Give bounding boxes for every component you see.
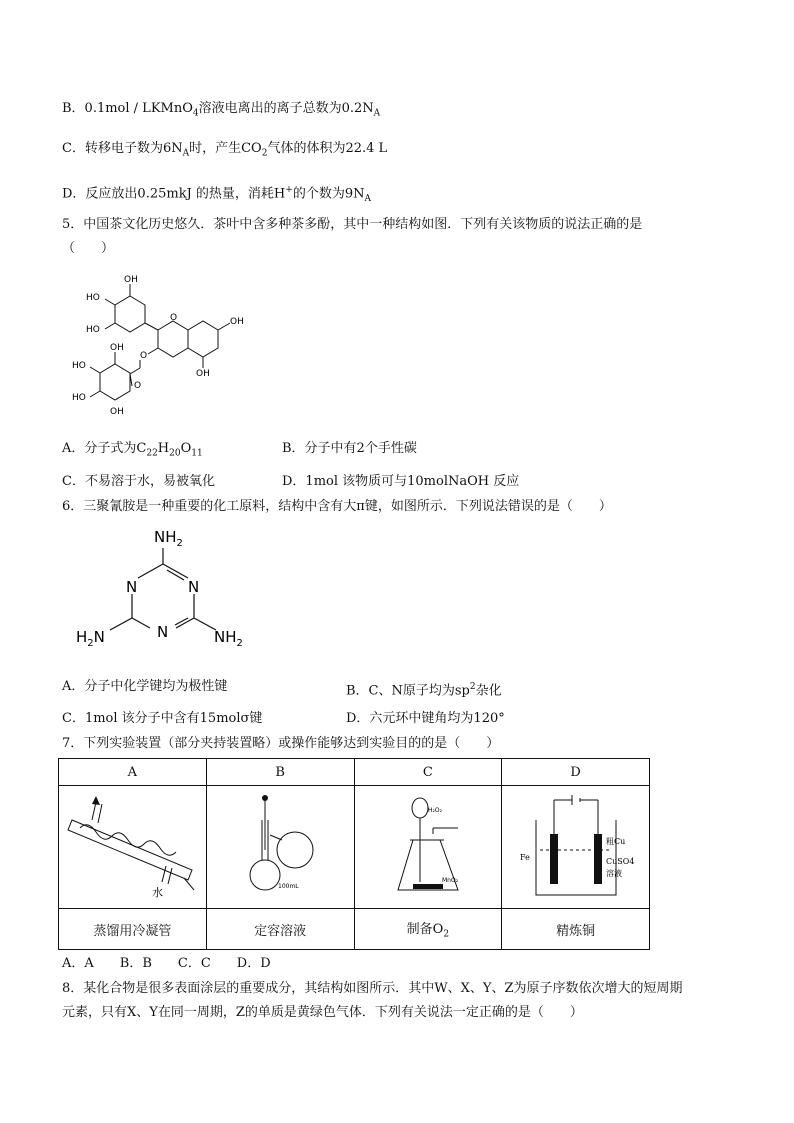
solution-label: 溶液 — [605, 869, 622, 878]
experiment-table — [58, 758, 650, 950]
oh-label: OH — [124, 275, 138, 285]
apparatus-a — [59, 786, 207, 909]
n-label: N — [188, 578, 200, 596]
h2n-label: $H_2N$ — [76, 628, 105, 649]
apparatus-b — [206, 786, 354, 909]
condenser-drawing — [62, 790, 202, 900]
caption-a: 蒸馏用冷凝管 — [59, 909, 207, 950]
h2o2-label: H₂O₂ — [427, 807, 442, 814]
header-a: A — [59, 759, 207, 786]
caption-b: 定容溶液 — [206, 909, 354, 950]
apparatus-c — [354, 786, 502, 909]
q6-option-b: B．C、N原子均为$sp^2$杂化 — [346, 682, 502, 699]
ho-label: HO — [72, 393, 86, 403]
melamine-structure — [70, 520, 250, 660]
q5-option-a: A．分子式为$C_{22}H_{20}O_{11}$ — [62, 441, 203, 459]
caption-c: 制备$O_2$ — [354, 909, 502, 950]
water-label: 水 — [152, 886, 164, 899]
q5-option-d: D．1mol 该物质可与10molNaOH 反应 — [282, 474, 520, 489]
nh2-label: $NH_2$ — [214, 628, 243, 649]
q8-stem-line1: 8．某化合物是很多表面涂层的重要成分，其结构如图所示．其中W、X、Y、Z为原子序数依次增大的短周期 — [62, 981, 683, 996]
tea-polyphenol-structure — [70, 268, 250, 418]
q4-option-d: D．反应放出0.25mkJ 的热量，消耗H+的个数为$9N_A$ — [62, 185, 371, 204]
o-label: O — [140, 351, 148, 361]
q4-option-b: B．0.1mol / LKMnO$_4$溶液电离出的离子总数为$0.2N_A$ — [62, 101, 381, 119]
ho-label: HO — [86, 293, 100, 303]
header-d: D — [502, 759, 650, 786]
q6-stem: 6．三聚氰胺是一种重要的化工原料，结构中含有大π键，如图所示．下列说法错误的是（ ） — [62, 499, 612, 514]
oh-label: OH — [230, 317, 244, 327]
q8-stem-line2: 元素，只有X、Y在同一周期，Z的单质是黄绿色气体．下列有关说法一定正确的是（ ） — [62, 1005, 583, 1020]
copper-refining-drawing — [506, 790, 646, 900]
q7-stem: 7．下列实验装置（部分夹持装置略）或操作能够达到实验目的的是（ ） — [62, 736, 500, 751]
oh-label: OH — [196, 369, 210, 379]
q6-option-a: A．分子中化学键均为极性键 — [62, 679, 228, 694]
n-label: N — [157, 623, 169, 641]
oh-label: OH — [110, 343, 124, 353]
crude-cu-label: 粗Cu — [605, 837, 625, 846]
header-b: B — [206, 759, 354, 786]
q5-stem: 5．中国茶文化历史悠久．茶叶中含多种茶多酚，其中一种结构如图．下列有关该物质的说法正确的是 — [62, 217, 643, 232]
q5-option-b: B．分子中有2个手性碳 — [282, 441, 417, 456]
fe-label: Fe — [519, 853, 530, 862]
volume-label: 100mL — [278, 883, 299, 890]
q6-option-c: C．1mol 该分子中含有15molσ键 — [62, 711, 263, 726]
ho-label: HO — [86, 325, 100, 335]
o2-generator-drawing — [358, 790, 498, 900]
apparatus-d — [502, 786, 650, 909]
q5-answer-paren: （ ） — [62, 241, 115, 256]
q6-option-d: D．六元环中键角均为120° — [346, 711, 505, 726]
ho-label: HO — [72, 361, 86, 371]
o-label: O — [170, 313, 178, 323]
header-c: C — [354, 759, 502, 786]
cuso4-label: CuSO4 — [605, 857, 635, 866]
caption-d: 精炼铜 — [502, 909, 650, 950]
q4-option-c: C．转移电子数为$6N_A$时，产生$CO_2$气体的体积为22.4 L — [62, 141, 388, 159]
mno2-label: MnO₂ — [441, 877, 458, 884]
n-label: N — [126, 578, 138, 596]
nh2-label: $NH_2$ — [154, 528, 183, 549]
q7-answers: A．A B．B C．C D．D — [62, 956, 271, 971]
volumetric-flask-drawing — [210, 790, 350, 900]
oh-label: OH — [110, 407, 124, 417]
q5-option-c: C．不易溶于水，易被氧化 — [62, 474, 215, 489]
o-label: O — [134, 381, 142, 391]
